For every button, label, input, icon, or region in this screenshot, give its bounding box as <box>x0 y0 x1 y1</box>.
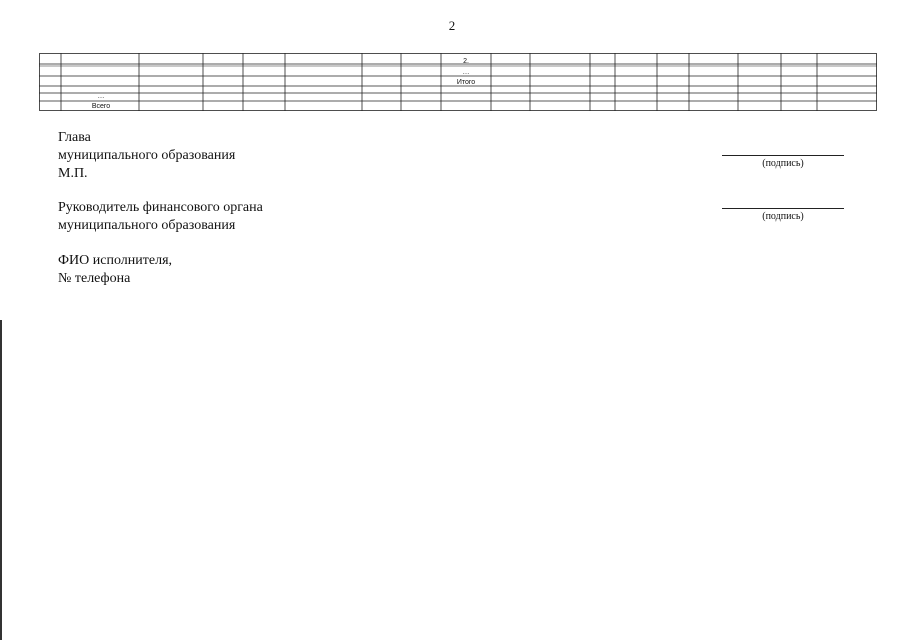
scan-edge-line <box>0 320 2 640</box>
head-municipality: муниципального образования <box>58 148 236 163</box>
head-signature-line <box>722 155 844 156</box>
report-table-grid <box>39 53 877 111</box>
finance-head-title: Руководитель финансового органа <box>58 200 263 215</box>
table-cell-marker-2: 2. <box>463 58 469 65</box>
table-cell-itogo: Итого <box>456 79 476 86</box>
executor-phone-label: № телефона <box>58 271 131 286</box>
executor-name-label: ФИО исполнителя, <box>58 253 173 268</box>
head-signature-caption: (подпись) <box>762 158 804 169</box>
finance-signature-line <box>722 208 844 209</box>
head-title: Глава <box>58 130 91 145</box>
table-cell-ellipsis-top: … <box>462 69 470 76</box>
finance-head-municipality: муниципального образования <box>58 218 236 233</box>
stamp-place: М.П. <box>58 166 88 181</box>
page-number: 2 <box>448 18 456 33</box>
finance-signature-caption: (подпись) <box>762 211 804 222</box>
report-table <box>39 53 877 111</box>
table-cell-ellipsis-bottom: … <box>97 93 105 100</box>
table-cell-vsego: Всего <box>91 103 111 110</box>
